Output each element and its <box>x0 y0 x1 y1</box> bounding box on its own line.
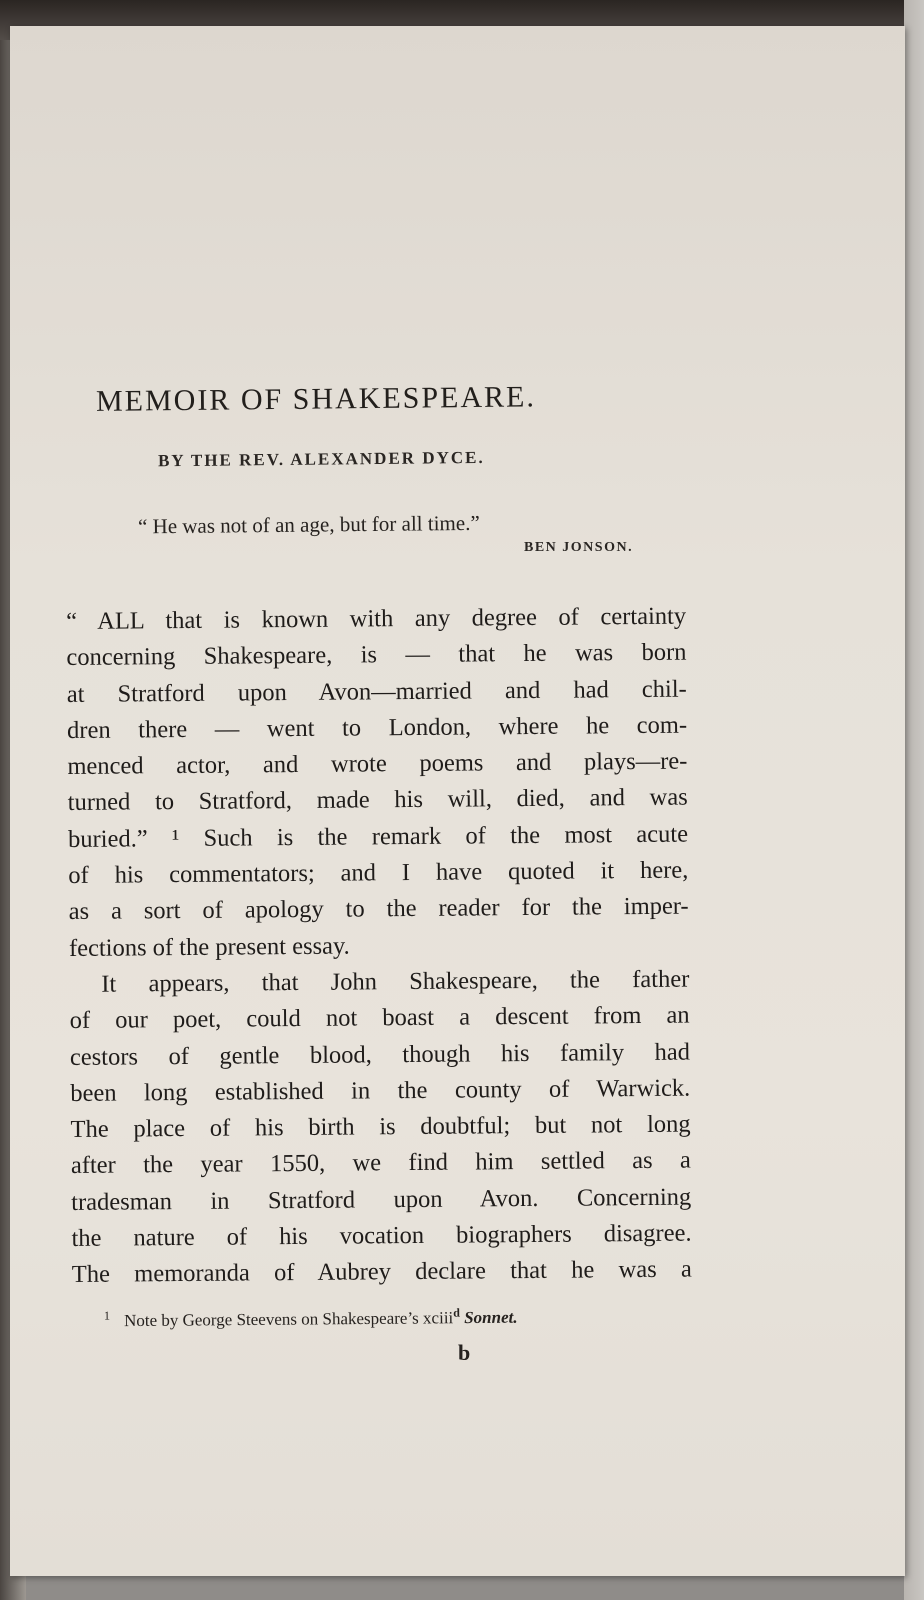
epigraph-attribution: BEN JONSON. <box>524 540 634 555</box>
body-line: at Stratford upon Avon—married and had chil- <box>66 675 687 708</box>
body-line: It appears, that John Shakespeare, the father <box>101 965 690 998</box>
page-title: MEMOIR OF SHAKESPEARE. <box>95 380 537 418</box>
body-line: The memoranda of Aubrey declare that he was a <box>71 1255 692 1289</box>
body-line: been long established in the county of Warwick. <box>70 1074 691 1107</box>
right-background <box>904 0 924 1600</box>
body-line: cestors of gentle blood, though his family had <box>69 1038 691 1071</box>
footnote-italic: Sonnet. <box>464 1307 518 1328</box>
epigraph-quote: “ He was not of an age, but for all time.” <box>137 510 480 539</box>
signature-mark: b <box>458 1340 471 1365</box>
body-line: the nature of his vocation biographers disagree. <box>71 1219 692 1253</box>
body-line: “ ALL that is known with any degree of certainty <box>66 602 687 635</box>
footnote-superscript: d <box>453 1305 460 1320</box>
body-line: fections of the present essay. <box>68 932 350 962</box>
body-line: turned to Stratford, made his will, died, and was <box>67 784 688 817</box>
author-byline: BY THE REV. ALEXANDER DYCE. <box>157 447 485 471</box>
body-line: dren there — went to London, where he com- <box>66 711 688 744</box>
body-line: menced actor, and wrote poems and plays—re- <box>67 747 688 781</box>
body-text <box>66 599 692 1294</box>
body-line: of our poet, could not boast a descent from an <box>69 1001 690 1035</box>
body-line: after the year 1550, we find him settled as a <box>70 1147 691 1180</box>
body-line: The place of his birth is doubtful; but not long <box>70 1110 691 1144</box>
body-line: of his commentators; and I have quoted it here, <box>68 856 689 890</box>
footnote-mark: 1 <box>103 1308 111 1323</box>
body-line: tradesman in Stratford upon Avon. Concerning <box>71 1183 692 1216</box>
body-line: concerning Shakespeare, is — that he was born <box>66 638 687 672</box>
body-line: buried.” ¹ Such is the remark of the most acute <box>67 820 689 853</box>
body-line: as a sort of apology to the reader for the imper- <box>68 892 689 926</box>
footnote-text: Note by George Steevens on Shakespeare’s xciii <box>123 1308 454 1331</box>
